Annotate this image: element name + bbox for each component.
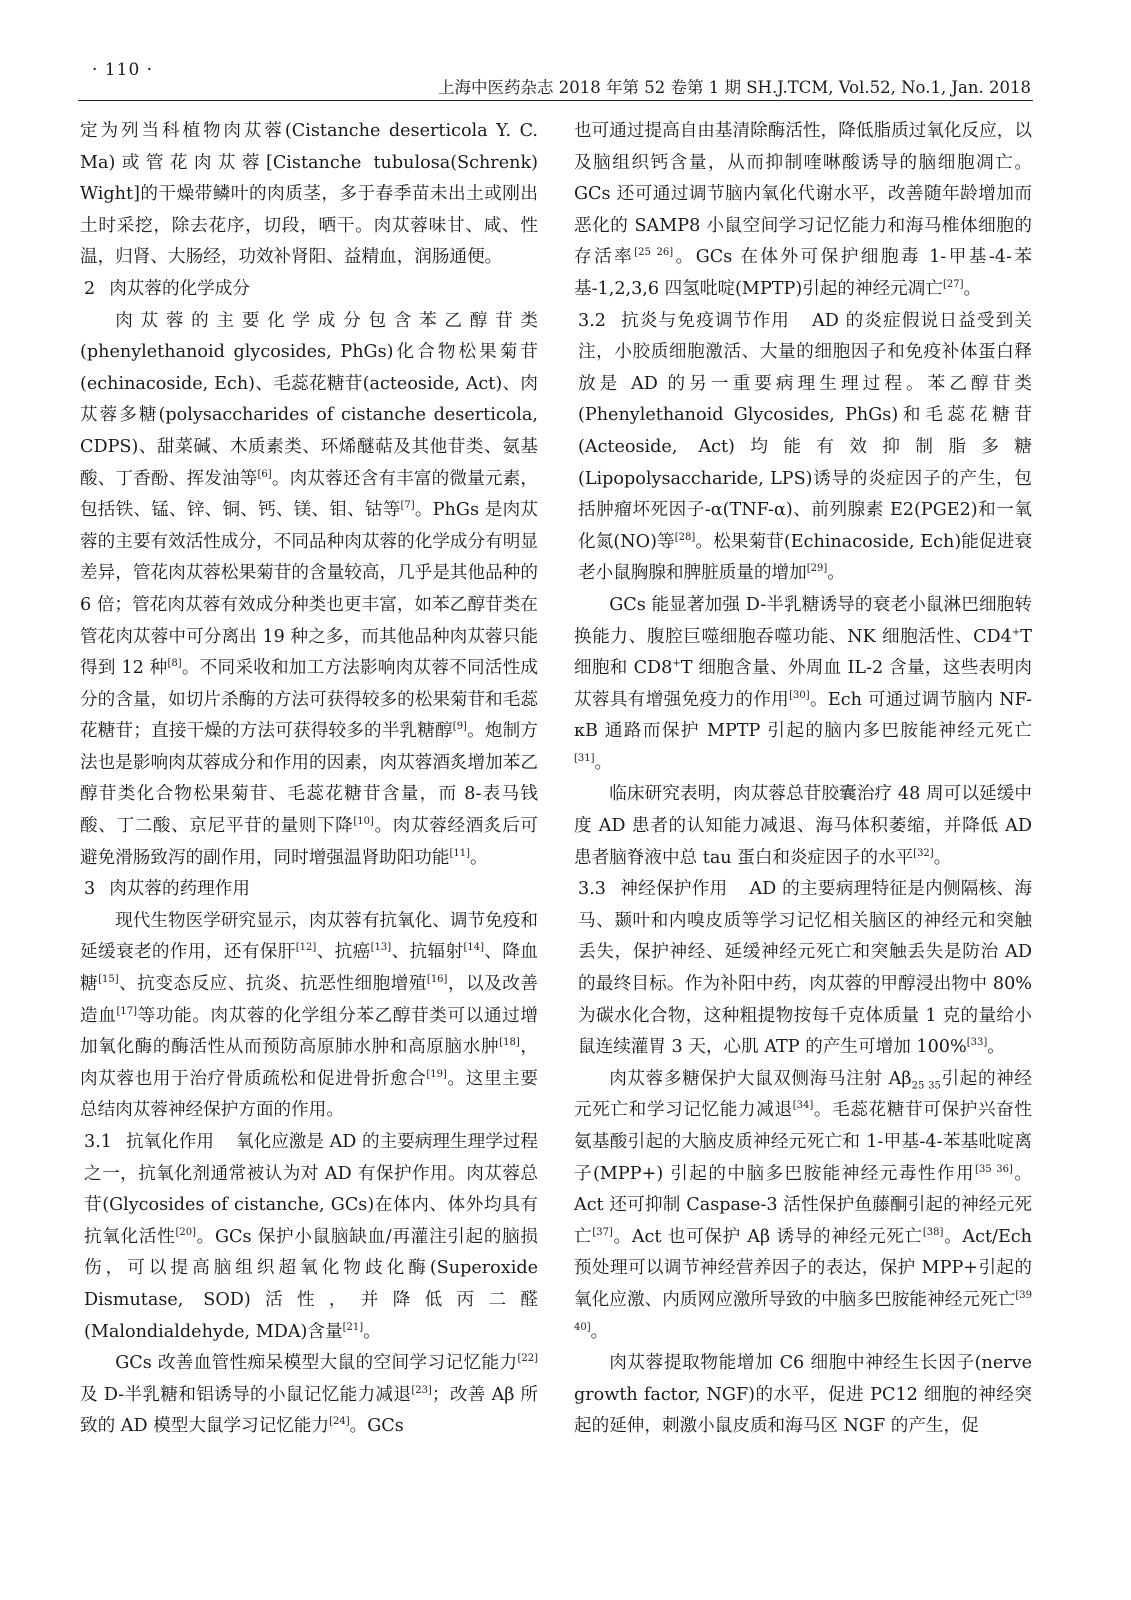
left-column (80, 116, 538, 1443)
text-run: T 细胞和 CD8 (574, 626, 1032, 679)
text-run: 肉苁蓉多糖保护大鼠双侧海马注射 Aβ (609, 1068, 912, 1089)
paragraph-gcs-memory (80, 1348, 538, 1443)
text-run: 。Act 还可抑制 Caspase-3 活性保护鱼藤酮引起的神经元死亡 (574, 1163, 1032, 1247)
citation: [14] (463, 942, 485, 954)
citation: [8] (167, 658, 182, 670)
citation: [16] (426, 974, 448, 986)
text-run: 临床研究表明，肉苁蓉总苷胶囊治疗 48 周可以延缓中度 AD 患者的认知能力减退、海马体积萎缩，并降低 AD 患者脑脊液中总 tau 蛋白和炎症因子的水平 (574, 784, 1032, 868)
text-run: 。 (827, 563, 845, 584)
page-header (0, 0, 1131, 105)
text-run: 等功能。肉苁蓉的化学组分苯乙醇苷类可以通过增加氧化酶的酶活性从而预防高原肺水肿和高原脑水肿 (80, 1005, 538, 1058)
paragraph-ngf: 肉苁蓉提取物能增加 C6 细胞中神经生长因子(nerve growth factor, NGF)的水平，促进 PC12 细胞的神经突起的延伸，刺激小鼠皮质和海马区 NGF 的产生，促 (574, 1353, 1032, 1437)
citation: [9] (452, 721, 467, 733)
citation: [27] (942, 278, 964, 290)
section-heading-3 (80, 874, 538, 906)
section-heading-2 (80, 274, 538, 306)
citation: [22] (517, 1353, 538, 1365)
text-run: 。炮制方法也是影响肉苁蓉成分和作用的因素，肉苁蓉酒炙增加苯乙醇苷类化合物松果菊苷、毛蕊花糖苷含量，而 8-表马钱酸、丁二酸、京尼平苷的量则下降 (80, 721, 538, 837)
text-run: 。 (594, 752, 613, 773)
subsection-title: 抗氧化作用 (125, 1132, 214, 1152)
citation: [18] (499, 1037, 520, 1049)
citation: [35 36] (975, 1163, 1013, 1175)
subsection-title: 神经保护作用 (619, 879, 728, 900)
paragraph-immunity (574, 590, 1032, 780)
citation: [12] (295, 942, 317, 954)
text-run: 。GCs 保护小鼠脑缺血/再灌注引起的脑损伤，可以提高脑组织超氧化物歧化酶(Superoxide Dismutase, SOD)活性，并降低丙二醛(Malondialdehyde, MDA)含量 (84, 1226, 538, 1342)
subsection-3-1 (80, 1127, 538, 1348)
citation: [6] (257, 468, 272, 480)
citation: [24] (329, 1416, 350, 1428)
text-run: T 细胞含量、外周血 IL-2 含量，这些表明肉苁蓉具有增强免疫力的作用 (574, 658, 1032, 710)
paragraph-pharmacology (80, 906, 538, 1127)
page-number: · 110 · (92, 60, 154, 80)
citation: [13] (370, 942, 392, 954)
citation: [7] (400, 500, 415, 512)
text-run: 。GCs (349, 1416, 404, 1437)
section-number: 2 (84, 278, 96, 299)
citation: [38] (922, 1226, 944, 1238)
text-run: 。肉苁蓉经酒炙后可避免滑肠致泻的副作用，同时增强温肾助阳功能 (80, 816, 538, 868)
subsection-3-3 (574, 874, 1032, 1064)
text-run: 。松果菊苷(Echinacoside, Ech)能促进衰老小鼠胸腺和脾脏质量的增加 (578, 531, 1033, 584)
text-run: 。 (987, 1037, 1005, 1058)
text-run: 。 (590, 1321, 609, 1342)
subsection-number: 3.2 (578, 310, 606, 331)
text-run: 也可通过提高自由基清除酶活性，降低脂质过氧化反应，以及脑组织钙含量，从而抑制喹啉酸诱导的脑细胞凋亡。GCs 还可通过调节脑内氧化代谢水平，改善随年龄增加而恶化的 SAMP8 小鼠空间学习记忆能力和海马椎体细胞的存活率 (574, 121, 1032, 268)
text-run: 、抗癌 (316, 942, 371, 963)
text-run: 及 D-半乳糖和铝诱导的小鼠记忆能力减退 (80, 1384, 412, 1405)
text-run: 。毛蕊花糖苷可保护兴奋性氨基酸引起的大脑皮质神经元死亡和 1-甲基-4-苯基吡啶离子(MPP+) 引起的中脑多巴胺能神经元毒性作用 (574, 1100, 1032, 1184)
text-run: 。Act 也可保护 Aβ 诱导的神经元死亡 (612, 1226, 923, 1247)
text-run: 。Act/Ech 预处理可以调节神经营养因子的表达，保护 MPP+引起的氧化应激、内质网应激所导致的中脑多巴胺能神经元死亡 (574, 1226, 1032, 1310)
text-run: ，以及改善造血 (80, 974, 538, 1026)
text-run: ，肉苁蓉也用于治疗骨质疏松和促进骨折愈合 (80, 1037, 538, 1089)
journal-citation: 上海中医药杂志 2018 年第 52 卷第 1 期 SH.J.TCM, Vol.52, No.1, Jan. 2018 (438, 78, 1031, 97)
paragraph-gcs-continued (574, 116, 1032, 306)
subsection-title: 抗炎与免疫调节作用 (619, 310, 790, 331)
citation: [37] (592, 1226, 613, 1238)
text-run: ；改善 Aβ 所致的 AD 模型大鼠学习记忆能力 (80, 1384, 538, 1437)
subsection-number: 3.3 (578, 879, 606, 900)
text-run: 。不同采收和加工方法影响肉苁蓉不同活性成分的含量，如切片杀酶的方法可获得较多的松果菊苷和毛蕊花糖苷；直接干燥的方法可获得较多的半乳糖醇 (80, 658, 538, 742)
subsection-3-2 (574, 306, 1032, 590)
text-run: 。 (933, 847, 952, 868)
paragraph-chemistry (80, 306, 538, 875)
paragraph-neuroprotection (574, 1064, 1032, 1348)
section-title: 肉苁蓉的药理作用 (109, 879, 250, 900)
citation: [25 26] (634, 247, 674, 259)
text-run: 引起的神经元死亡和学习记忆能力减退 (574, 1068, 1032, 1121)
text-run: GCs 能显著加强 D-半乳糖诱导的衰老小鼠淋巴细胞转换能力、腹腔巨噬细胞吞噬功能、NK 细胞活性、CD4 (574, 594, 1032, 647)
text-run: 。 (363, 1321, 381, 1342)
text-run: 、抗变态反应、抗炎、抗恶性细胞增殖 (118, 974, 427, 995)
text-run: 、降血糖 (80, 942, 538, 995)
text-run: 现代生物医学研究显示，肉苁蓉有抗氧化、调节免疫和延缓衰老的作用，还有保肝 (80, 910, 538, 963)
citation: [31] (574, 752, 595, 764)
text-run: 肉苁蓉的主要化学成分包含苯乙醇苷类(phenylethanoid glycosides, PhGs)化合物松果菊苷(echinacoside, Ech)、毛蕊花糖苷(acteoside, Act)、肉苁蓉多糖(polysaccharides of cistanche deserticola, CDPS)、甜菜碱、木质素类、环烯醚萜及其他苷类、氨基酸、丁香酚、挥发油等 (80, 310, 538, 489)
citation: [21] (342, 1321, 364, 1333)
text-run: 。PhGs 是肉苁蓉的主要有效活性成分，不同品种肉苁蓉的化学成分有明显差异，管花肉苁蓉松果菊苷的含量较高，几乎是其他品种的 6 倍；管花肉苁蓉有效成分种类也更丰富，如苯乙醇苷类在管花肉苁蓉中可分离出 19 种之多，而其他品种肉苁蓉只能得到 12 种 (80, 500, 538, 679)
citation: [28] (674, 531, 696, 543)
paragraph-clinical (574, 779, 1032, 874)
text-run: 。GCs 在体外可保护细胞毒 1-甲基-4-苯基-1,2,3,6 四氢吡啶(MPTP)引起的神经元凋亡 (574, 247, 1032, 299)
citation: [32] (913, 847, 934, 859)
text-run: 、抗辐射 (391, 942, 464, 963)
superscript: + (672, 658, 681, 670)
superscript: + (1011, 626, 1021, 638)
citation: [15] (98, 974, 119, 986)
citation: [19] (426, 1068, 447, 1080)
citation: [11] (449, 847, 471, 859)
text-run: 氧化应激是 AD 的主要病理生理学过程之一，抗氧化剂通常被认为对 AD 有保护作用。肉苁蓉总苷(Glycosides of cistanche, GCs)在体内、体外均具有抗氧化活性 (84, 1132, 538, 1247)
citation: [10] (353, 816, 374, 828)
section-title: 肉苁蓉的化学成分 (109, 278, 250, 299)
paragraph-origin: 定为列当科植物肉苁蓉(Cistanche deserticola Y. C. Ma)或管花肉苁蓉[Cistanche tubulosa(Schrenk) Wight]的干燥带鳞叶的肉质茎，多于春季苗未出土或刚出土时采挖，除去花序，切段，晒干。肉苁蓉味甘、咸、性温，归肾、大肠经，功效补肾阳、益精血，润肠通便。 (80, 121, 538, 268)
citation: [39 40] (574, 1289, 1032, 1333)
citation: [34] (792, 1100, 814, 1112)
subsection-number: 3.1 (84, 1132, 112, 1152)
header-rule (78, 100, 1033, 101)
right-column (574, 116, 1032, 1443)
text-run: AD 的炎症假说日益受到关注，小胶质细胞激活、大量的细胞因子和免疫补体蛋白释放是 AD 的另一重要病理生理过程。苯乙醇苷类(Phenylethanoid Glycosides, PhGs)和毛蕊花糖苷(Acteoside, Act)均能有效抑制脂多糖(Lipopolysaccharide, LPS)诱导的炎症因子的产生，包括肿瘤坏死因子-α(TNF-α)、前列腺素 E2(PGE2)和一氧化氮(NO)等 (578, 310, 1032, 552)
text-run: GCs 改善血管性痴呆模型大鼠的空间学习记忆能力 (115, 1353, 518, 1374)
text-run: AD 的主要病理特征是内侧隔核、海马、颞叶和内嗅皮质等学习记忆相关脑区的神经元和突触丢失，保护神经、延缓神经元死亡和突触丢失是防治 AD 的最终目标。作为补阳中药，肉苁蓉的甲醇浸出物中 80% 为碳水化合物，这种粗提物按每千克体质量 1 克的量给小鼠连续灌胃 3 天，心肌 ATP 的产生可增加 100% (578, 879, 1032, 1058)
citation: [20] (175, 1226, 196, 1238)
citation: [23] (411, 1384, 432, 1396)
text-run: 。这里主要总结肉苁蓉神经保护方面的作用。 (80, 1068, 538, 1121)
citation: [29] (806, 563, 828, 575)
citation: [17] (116, 1005, 137, 1017)
text-run: 。肉苁蓉还含有丰富的微量元素，包括铁、锰、锌、铜、钙、镁、钼、钴等 (80, 468, 538, 521)
citation: [30] (789, 689, 810, 701)
text-run: 。 (963, 278, 982, 299)
subscript: 25 35 (911, 1080, 941, 1092)
citation: [33] (966, 1037, 988, 1049)
text-run: 。 (470, 847, 488, 868)
section-number: 3 (84, 879, 96, 900)
text-run: 。Ech 可通过调节脑内 NF-κB 通路而保护 MPTP 引起的脑内多巴胺能神经元死亡 (574, 689, 1032, 742)
